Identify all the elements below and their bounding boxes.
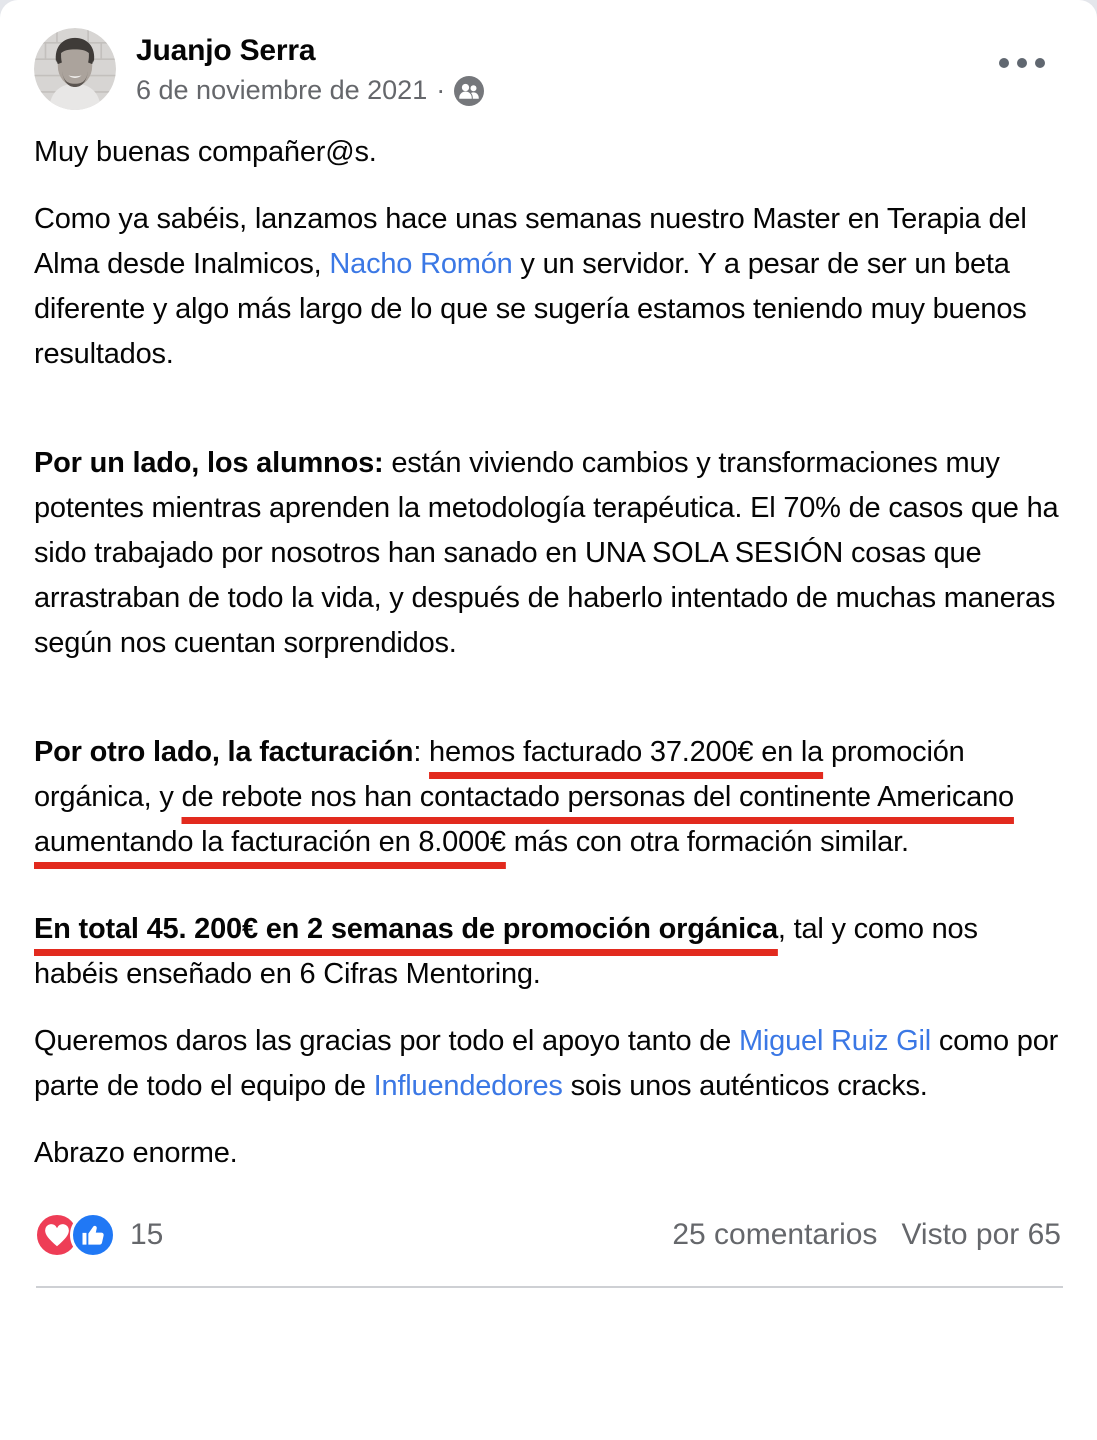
views-count[interactable]: Visto por 65	[901, 1218, 1061, 1251]
text-run: como por parte de todo el equipo de	[34, 1025, 1059, 1102]
footer-stats	[672, 1218, 1061, 1252]
text-run-red-underline: hemos facturado 37.200€ en la	[429, 736, 824, 768]
post-body	[0, 118, 1097, 1176]
text-run: y un servidor. Y a pesar de ser un beta diferente y algo más largo de lo que se sugería estamos teniendo muy buenos resultados.	[34, 248, 1027, 370]
link-nacho-romon[interactable]: Nacho Romón	[329, 248, 513, 280]
footer-divider	[36, 1286, 1063, 1288]
post-paragraph	[34, 907, 1061, 997]
link-influendedores[interactable]: Influendedores	[373, 1070, 563, 1102]
post-meta-row	[136, 75, 484, 106]
post-date[interactable]: 6 de noviembre de 2021	[136, 75, 428, 106]
post-footer	[0, 1212, 1097, 1258]
post-paragraph	[34, 730, 1061, 865]
friends-privacy-icon	[454, 76, 484, 106]
reaction-count[interactable]: 15	[130, 1218, 164, 1251]
comments-count[interactable]: 25 comentarios	[672, 1218, 878, 1251]
avatar[interactable]	[34, 28, 116, 110]
like-reaction-icon	[70, 1212, 116, 1258]
post-paragraph	[34, 1019, 1061, 1109]
ellipsis-icon	[1017, 58, 1027, 68]
post-menu-button[interactable]	[989, 48, 1055, 78]
post-paragraph	[34, 441, 1061, 666]
post-header	[0, 0, 1097, 118]
text-run: Como ya sabéis, lanzamos hace unas semanas nuestro Master en Terapia del Alma desde Inalmicos,	[34, 203, 1027, 280]
text-run-red-underline: de rebote nos han contactado personas del continente Americano aumentando la facturación en 8.000€	[34, 781, 1014, 858]
text-run-bold: Por un lado, los alumnos:	[34, 447, 384, 479]
ellipsis-icon	[999, 58, 1009, 68]
text-run: sois unos auténticos cracks.	[562, 1070, 928, 1102]
text-run: Abrazo enorme.	[34, 1137, 238, 1169]
post-paragraph	[34, 1131, 1061, 1176]
text-run: más con otra formación similar.	[505, 826, 909, 858]
text-run-bold: Por otro lado, la facturación	[34, 736, 414, 768]
reactions-summary[interactable]	[34, 1212, 163, 1258]
text-run: :	[413, 736, 430, 768]
post-paragraph	[34, 197, 1061, 377]
text-run: promoción orgánica, y	[34, 736, 965, 813]
link-miguel-ruiz-gil[interactable]: Miguel Ruiz Gil	[738, 1025, 931, 1057]
text-run-bold-red-underline: En total 45. 200€ en 2 semanas de promoción orgánica	[34, 913, 778, 945]
post-paragraph	[34, 130, 1061, 175]
author-name[interactable]: Juanjo Serra	[136, 33, 316, 67]
header-meta	[136, 32, 484, 107]
text-run: están viviendo cambios y transformaciones muy potentes mientras aprenden la metodología terapéutica. El 70% de casos que ha sido trabajado por nosotros han sanado en UNA SOLA SESIÓN cosas que arrastraban de todo la vida, y después de haberlo intentado de muchas maneras según nos cuentan sorprendidos.	[34, 447, 1059, 659]
date-separator: ·	[436, 75, 446, 106]
text-run: , tal y como nos habéis enseñado en 6 Cifras Mentoring.	[34, 913, 978, 990]
text-run: Queremos daros las gracias por todo el apoyo tanto de	[34, 1025, 739, 1057]
text-run: Muy buenas compañer@s.	[34, 136, 377, 168]
avatar-photo	[34, 28, 116, 110]
ellipsis-icon	[1035, 58, 1045, 68]
